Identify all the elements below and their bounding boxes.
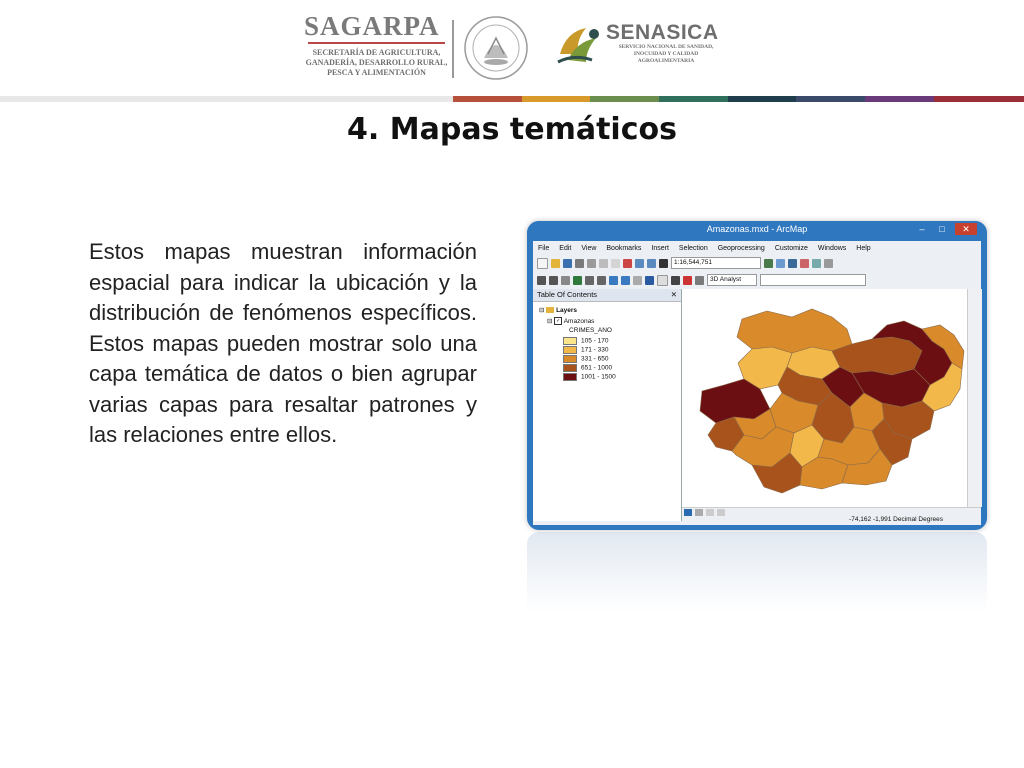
map-vertical-scrollbar[interactable] [967, 289, 982, 507]
identify-icon[interactable] [645, 276, 654, 285]
pan-icon[interactable] [561, 276, 570, 285]
back-icon[interactable] [609, 276, 618, 285]
window-titlebar [527, 221, 987, 241]
copy-icon[interactable] [599, 259, 608, 268]
legend-swatch [563, 373, 577, 381]
menu-insert[interactable]: Insert [651, 244, 669, 252]
color-band [0, 96, 1024, 102]
menu-file[interactable]: File [538, 244, 550, 252]
sagarpa-logo [304, 12, 449, 78]
menu-help[interactable]: Help [856, 244, 871, 252]
catalog-icon[interactable] [788, 259, 797, 268]
close-icon[interactable]: ✕ [955, 223, 977, 235]
legend-swatch [563, 337, 577, 345]
save-icon[interactable] [563, 259, 572, 268]
layer-name: Amazonas [563, 318, 595, 325]
amazonas-choropleth-map [682, 289, 967, 507]
table-of-contents [533, 289, 682, 521]
screenshot-reflection [527, 532, 987, 612]
python-icon[interactable] [812, 259, 821, 268]
pause-drawing-icon[interactable] [717, 509, 725, 516]
html-popup-icon[interactable] [695, 276, 704, 285]
analyst-layer-dropdown[interactable] [760, 274, 866, 286]
sagarpa-name: SAGARPA [304, 11, 440, 41]
delete-icon[interactable] [623, 259, 632, 268]
menu-bar [533, 241, 981, 255]
legend-label: 171 - 330 [581, 346, 609, 354]
menu-selection[interactable]: Selection [678, 244, 708, 252]
open-folder-icon[interactable] [551, 259, 560, 268]
band-segment [865, 96, 934, 102]
data-view-icon[interactable] [684, 509, 692, 516]
logo-divider [452, 20, 454, 78]
legend-label: 105 - 170 [581, 337, 609, 345]
sagarpa-subtitle: SECRETARÍA DE AGRICULTURA, GANADERÍA, DESARROLLO RURAL, PESCA Y ALIMENTACIÓN [305, 48, 448, 77]
slide-body-text: Estos mapas muestran información espacial para indicar la ubicación y la distribución de fenómenos específicos. Estos mapas pueden mostrar solo una capa temática de datos o bien agrupar varias capas para resaltar patrones y las relaciones entre ellos. [89, 239, 477, 447]
layer-amazonas[interactable]: ⊟ ✓ Amazonas [547, 318, 595, 325]
band-segment [934, 96, 1024, 102]
fixed-zoom-out-icon[interactable] [597, 276, 606, 285]
cut-icon[interactable] [587, 259, 596, 268]
paste-icon[interactable] [611, 259, 620, 268]
band-segment [796, 96, 865, 102]
undo-icon[interactable] [635, 259, 644, 268]
status-bar [533, 517, 981, 525]
measure-icon[interactable] [671, 276, 680, 285]
legend-label: 331 - 650 [581, 355, 609, 363]
zoom-out-icon[interactable] [549, 276, 558, 285]
add-data-icon[interactable] [659, 259, 668, 268]
refresh-icon[interactable] [706, 509, 714, 516]
legend-item [563, 346, 608, 354]
band-segment [522, 96, 591, 102]
hyperlink-icon[interactable] [683, 276, 692, 285]
layout-view-icon[interactable] [695, 509, 703, 516]
status-coordinates: -74,162 -1,991 Decimal Degrees [849, 516, 943, 523]
minimize-icon[interactable]: – [919, 224, 925, 234]
senasica-logo [606, 22, 726, 65]
legend-swatch [563, 346, 577, 354]
map-view[interactable] [682, 289, 967, 507]
menu-geoprocessing[interactable]: Geoprocessing [717, 244, 765, 252]
window-title: Amazonas.mxd - ArcMap [706, 224, 808, 234]
scale-input[interactable]: 1:16,544,751 [671, 257, 761, 269]
senasica-subtitle: SERVICIO NACIONAL DE SANIDAD, INOCUIDAD Y CALIDAD AGROALIMENTARIA [618, 44, 714, 64]
slide-title: 4. Mapas temáticos [347, 112, 677, 147]
full-extent-icon[interactable] [573, 276, 582, 285]
tools-toolbar [533, 272, 981, 288]
mexico-seal-icon [462, 14, 530, 82]
3d-analyst-dropdown[interactable]: 3D Analyst [707, 274, 757, 286]
arcmap-screenshot [527, 221, 987, 530]
menu-bookmarks[interactable]: Bookmarks [606, 244, 642, 252]
band-segment [0, 96, 453, 102]
senasica-name: SENASICA [606, 21, 719, 44]
toc-header [533, 289, 681, 302]
layers-group[interactable]: ⊟ Layers [539, 307, 578, 314]
model-builder-icon[interactable] [824, 259, 833, 268]
legend-item [563, 364, 612, 372]
table-icon[interactable] [776, 259, 785, 268]
zoom-in-icon[interactable] [537, 276, 546, 285]
arctoolbox-icon[interactable] [800, 259, 809, 268]
layers-label: Layers [556, 307, 578, 314]
standard-toolbar [533, 255, 981, 271]
maximize-icon[interactable]: □ [939, 224, 945, 234]
legend-item [563, 355, 608, 363]
forward-icon[interactable] [621, 276, 630, 285]
field-name: CRIMES_ANO [569, 327, 612, 334]
toc-title: Table Of Contents [537, 290, 598, 299]
editor-icon[interactable] [764, 259, 773, 268]
print-icon[interactable] [575, 259, 584, 268]
band-segment [659, 96, 728, 102]
legend-swatch [563, 364, 577, 372]
legend-label: 1001 - 1500 [581, 373, 616, 381]
menu-view[interactable]: View [581, 244, 597, 252]
band-segment [590, 96, 659, 102]
select-features-icon[interactable] [633, 276, 642, 285]
band-segment [728, 96, 797, 102]
toc-close-icon[interactable]: ✕ [670, 290, 677, 299]
legend-item [563, 373, 616, 381]
menu-edit[interactable]: Edit [559, 244, 572, 252]
sagarpa-underline [308, 42, 445, 44]
map-region [737, 309, 852, 353]
menu-customize[interactable]: Customize [774, 244, 808, 252]
legend-item [563, 337, 608, 345]
band-segment [453, 96, 522, 102]
legend-swatch [563, 355, 577, 363]
new-document-icon[interactable] [537, 258, 548, 269]
fixed-zoom-in-icon[interactable] [585, 276, 594, 285]
find-icon[interactable] [657, 275, 668, 286]
legend-label: 651 - 1000 [581, 364, 613, 372]
menu-windows[interactable]: Windows [817, 244, 847, 252]
arcmap-app [533, 241, 981, 525]
senasica-emblem-icon [556, 24, 606, 66]
redo-icon[interactable] [647, 259, 656, 268]
